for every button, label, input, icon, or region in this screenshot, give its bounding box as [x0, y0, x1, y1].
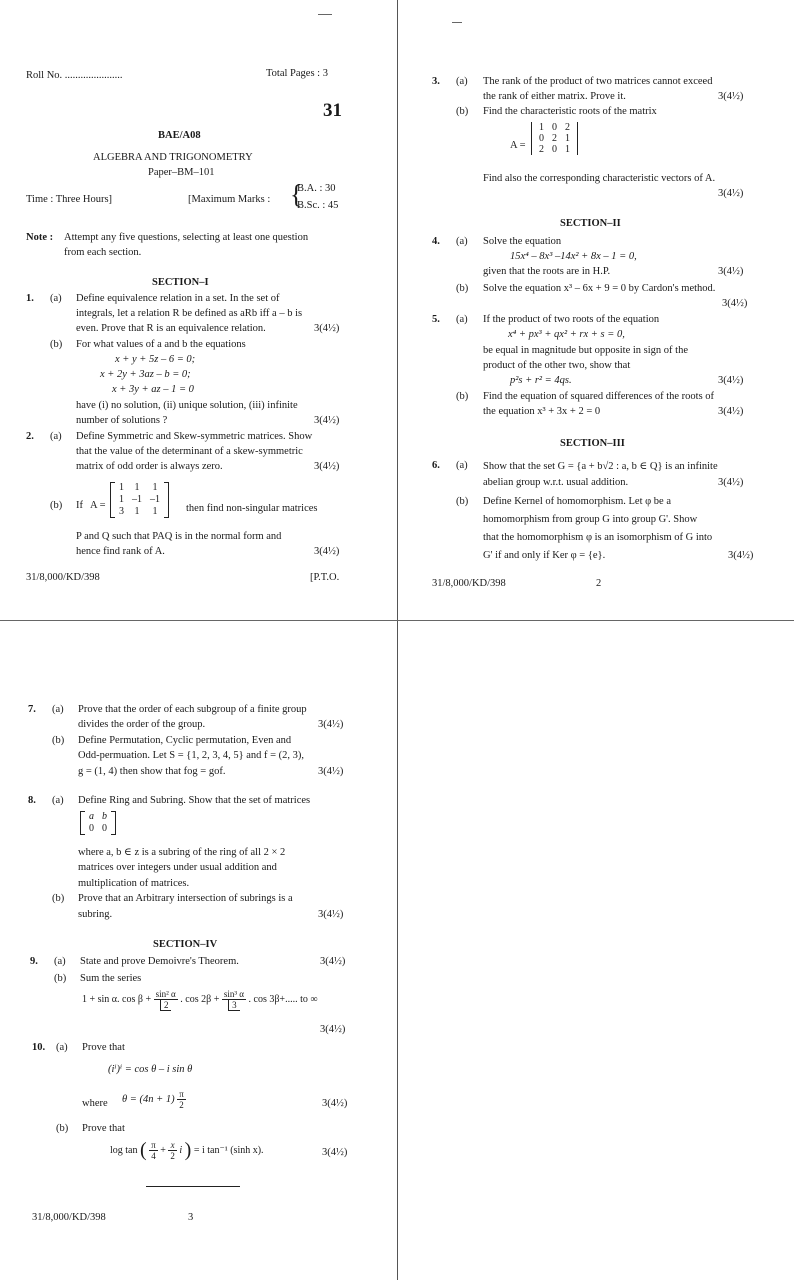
- q5a-equation: x⁴ + px³ + qx² + rx + s = 0,: [508, 329, 625, 340]
- matrix-cell: 0: [539, 133, 544, 144]
- q10a-marks: 3(4½): [322, 1098, 348, 1109]
- fraction-denominator: 4: [151, 1151, 156, 1161]
- page-2: [398, 0, 794, 620]
- q10b-log-equation: [110, 1139, 264, 1162]
- q2a-line-1: Define Symmetric and Skew-symmetric matrices. Show: [76, 431, 313, 442]
- series-fraction-2: [222, 989, 246, 1010]
- q4b-line-1: Solve the equation x³ – 6x + 9 = 0 by Cardon's method.: [483, 283, 716, 294]
- q4-number: 4.: [432, 236, 440, 247]
- q2-number: 2.: [26, 431, 34, 442]
- q1b-eq-3: x + 3y + az – 1 = 0: [112, 384, 194, 395]
- q5a-line-1: If the product of two roots of the equation: [483, 314, 660, 325]
- q5a-marks: 3(4½): [718, 375, 744, 386]
- q5a-line-3: product of the other two, show that: [483, 360, 631, 371]
- q5a-line-2: be equal in magnitude but opposite in sign of the: [483, 345, 689, 356]
- matrix-cell: 1: [119, 482, 124, 493]
- q4a-equation: 15x⁴ – 8x³ –14x² + 8x – 1 = 0,: [510, 251, 637, 262]
- q7b-label: (b): [52, 735, 65, 746]
- q1a-marks: 3(4½): [314, 323, 340, 334]
- q8a-matrix-brackets: [80, 811, 116, 835]
- end-rule: [146, 1186, 240, 1187]
- q10b-line-1: Prove that: [82, 1123, 125, 1134]
- left-paren: (: [140, 1139, 147, 1161]
- q3b-matrix-table: [535, 122, 574, 155]
- log-fraction-1: [149, 1140, 158, 1161]
- q10a-theta: [122, 1089, 186, 1110]
- matrix-cell: 1: [152, 482, 158, 493]
- note-prefix: Note :: [26, 232, 54, 243]
- log-end: = i tan⁻¹ (sinh x).: [193, 1144, 264, 1156]
- q6b-line-2: homomorphism from group G into group G'. Show: [483, 514, 698, 525]
- q6b-marks: 3(4½): [728, 550, 754, 561]
- q2b-label: (b): [50, 500, 63, 511]
- q5b-label: (b): [456, 391, 469, 402]
- brace-icon: {: [290, 180, 303, 209]
- q2b-then: then find non-singular matrices: [186, 503, 318, 514]
- q3b-matrix-row: [535, 133, 574, 144]
- matrix-cell: 1: [134, 506, 140, 517]
- q3b-matrix-row: [535, 144, 574, 155]
- series-mid: . cos 2β +: [180, 993, 220, 1005]
- fraction-numerator: sin² α: [155, 989, 176, 999]
- q2a-line-3: matrix of odd order is always zero.: [76, 461, 223, 472]
- matrix-cell: 1: [152, 506, 158, 517]
- note-line-2: from each section.: [64, 247, 142, 258]
- q3b-matrix-row: [535, 122, 574, 133]
- q10b-label: (b): [56, 1123, 69, 1134]
- q5b-line-1: Find the equation of squared differences of the roots of: [483, 391, 715, 402]
- q8-number: 8.: [28, 795, 36, 806]
- paper-code: BAE/A08: [158, 130, 201, 141]
- q1b-line-3: number of solutions ?: [76, 415, 168, 426]
- q4a-label: (a): [456, 236, 468, 247]
- footer-page-number: 2: [596, 578, 602, 589]
- q4b-marks: 3(4½): [722, 298, 748, 309]
- q6-number: 6.: [432, 460, 440, 471]
- q2b-line-2: P and Q such that PAQ is in the normal form and: [76, 531, 282, 542]
- fraction-numerator: x: [168, 1140, 177, 1151]
- q2b-matrix-brackets: [110, 482, 169, 518]
- section-2-heading: SECTION–II: [560, 218, 621, 229]
- q2b-matrix-table: [115, 482, 164, 518]
- q2b-marks: 3(4½): [314, 546, 340, 557]
- footer-code: 31/8,000/KD/398: [432, 578, 506, 589]
- q9b-label: (b): [54, 973, 67, 984]
- q8a-matrix-row: [85, 823, 111, 835]
- q8a-matrix-row: [85, 811, 111, 823]
- theta-equation: θ = (4n + 1): [122, 1093, 175, 1105]
- q7b-line-2: Odd-permuation. Let S = {1, 2, 3, 4, 5} and f = (2, 3),: [78, 750, 305, 761]
- matrix-cell: 0: [552, 122, 557, 133]
- q8a-matrix-table: [85, 811, 111, 835]
- fraction-denominator: 2: [170, 1151, 175, 1161]
- q8a-line-4: multiplication of matrices.: [78, 878, 190, 889]
- q7a-line-1: Prove that the order of each subgroup of a finite group: [78, 704, 307, 715]
- imaginary-unit: i: [179, 1144, 183, 1156]
- q4a-marks: 3(4½): [718, 266, 744, 277]
- q2b-matrix-row: [115, 494, 164, 506]
- q6b-line-1: Define Kernel of homomorphism. Let φ be a: [483, 496, 672, 507]
- q3b-A: A =: [510, 140, 526, 151]
- bsc-marks: B.Sc. : 45: [297, 200, 339, 211]
- matrix-cell: –1: [150, 494, 160, 505]
- matrix-cell: 1: [565, 133, 570, 144]
- plus-sign: +: [160, 1144, 166, 1156]
- series-fraction-1: [154, 989, 178, 1010]
- q1b-line-1: For what values of a and b the equations: [76, 339, 246, 350]
- q9b-series: [82, 989, 317, 1010]
- q8b-label: (b): [52, 893, 65, 904]
- log-fraction-2: [168, 1140, 177, 1161]
- q6b-label: (b): [456, 496, 469, 507]
- q7b-line-3: g = (1, 4) then show that fog = gof.: [78, 766, 226, 777]
- ba-marks: B.A. : 30: [297, 183, 336, 194]
- q10a-where: where: [82, 1098, 108, 1109]
- q9a-marks: 3(4½): [320, 956, 346, 967]
- section-4-heading: SECTION–IV: [153, 939, 218, 950]
- matrix-cell: 3: [119, 506, 124, 517]
- q8a-label: (a): [52, 795, 64, 806]
- page-3: [0, 621, 397, 1280]
- matrix-cell: 2: [565, 122, 570, 133]
- matrix-cell: b: [102, 811, 107, 822]
- q3b-line-1: Find the characteristic roots of the matrix: [483, 106, 657, 117]
- q6a-marks: 3(4½): [718, 477, 744, 488]
- theta-fraction: [177, 1089, 186, 1110]
- q6b-line-3: that the homomorphism φ is an isomorphism of G into: [483, 532, 713, 543]
- q1b-label: (b): [50, 339, 63, 350]
- q9a-line-1: State and prove Demoivre's Theorem.: [80, 956, 239, 967]
- fraction-denominator: [222, 1000, 246, 1010]
- q5b-marks: 3(4½): [718, 406, 744, 417]
- series-end: . cos 3β+..... to ∞: [248, 993, 318, 1005]
- q1a-line-3: even. Prove that R is an equivalence relation.: [76, 323, 266, 334]
- q6b-line-4: G' if and only if Ker φ = {e}.: [483, 550, 606, 561]
- matrix-cell: 1: [119, 494, 124, 505]
- time-allowed: Time : Three Hours]: [26, 194, 113, 205]
- matrix-cell: 1: [539, 122, 544, 133]
- q8a-line-3: matrices over integers under usual addition and: [78, 862, 277, 873]
- q8b-line-1: Prove that an Arbitrary intersection of subrings is a: [78, 893, 293, 904]
- series-start: 1 + sin α. cos β +: [82, 993, 152, 1005]
- q6a-line-2: abelian group w.r.t. usual addition.: [483, 477, 629, 488]
- q7a-marks: 3(4½): [318, 719, 344, 730]
- fraction-numerator: sin³ α: [223, 989, 245, 999]
- factorial-symbol: 3: [228, 1000, 240, 1011]
- q1b-eq-1: x + y + 5z – 6 = 0;: [115, 354, 196, 365]
- q1b-line-2: have (i) no solution, (ii) unique solution, (iii) infinite: [76, 400, 298, 411]
- footer-page-number: 3: [188, 1212, 194, 1223]
- q9-number: 9.: [30, 956, 38, 967]
- q9b-marks: 3(4½): [320, 1024, 346, 1035]
- matrix-cell: 1: [134, 482, 140, 493]
- q5a-label: (a): [456, 314, 468, 325]
- q3a-marks: 3(4½): [718, 91, 744, 102]
- q10a-label: (a): [56, 1042, 68, 1053]
- page-4-blank: [398, 621, 794, 1280]
- roll-no: Roll No. ......................: [26, 70, 123, 81]
- matrix-cell: 2: [552, 133, 557, 144]
- matrix-cell: 0: [552, 144, 557, 155]
- max-marks-label: [Maximum Marks :: [188, 194, 271, 205]
- q3a-line-2: the rank of either matrix. Prove it.: [483, 91, 626, 102]
- q10b-marks: 3(4½): [322, 1147, 348, 1158]
- page-1: [0, 0, 397, 620]
- q1a-line-1: Define equivalence relation in a set. In the set of: [76, 293, 280, 304]
- q6a-label: (a): [456, 460, 468, 471]
- q3b-line-2: Find also the corresponding characteristic vectors of A.: [483, 173, 716, 184]
- fraction-denominator: [154, 1000, 178, 1010]
- q2b-matrix: [110, 482, 169, 518]
- q5-number: 5.: [432, 314, 440, 325]
- q10a-equation: (iⁱ)ⁱ = cos θ – i sin θ: [108, 1064, 193, 1075]
- q1a-line-2: integrals, let a relation R be defined as aRb iff a – b is: [76, 308, 303, 319]
- fraction-denominator: 2: [179, 1100, 184, 1110]
- total-pages: Total Pages : 3: [266, 68, 328, 79]
- q2b-line-3: hence find rank of A.: [76, 546, 165, 557]
- q1a-label: (a): [50, 293, 62, 304]
- matrix-cell: –1: [132, 494, 142, 505]
- q3-number: 3.: [432, 76, 440, 87]
- q2b-matrix-row: [115, 482, 164, 494]
- q10a-line-1: Prove that: [82, 1042, 125, 1053]
- q3b-label: (b): [456, 106, 469, 117]
- paper-name: Paper–BM–101: [148, 167, 215, 178]
- q2a-line-2: that the value of the determinant of a skew-symmetric: [76, 446, 303, 457]
- q5b-line-2: the equation x³ + 3x + 2 = 0: [483, 406, 601, 417]
- q8a-matrix: [80, 811, 116, 835]
- matrix-cell: 0: [89, 823, 94, 834]
- q10-number: 10.: [32, 1042, 46, 1053]
- q3a-line-1: The rank of the product of two matrices cannot exceed: [483, 76, 713, 87]
- q1b-marks: 3(4½): [314, 415, 340, 426]
- q7-number: 7.: [28, 704, 36, 715]
- footer-code: 31/8,000/KD/398: [26, 572, 100, 583]
- q3b-matrix: [531, 122, 578, 155]
- q4a-line-1: Solve the equation: [483, 236, 562, 247]
- q7a-label: (a): [52, 704, 64, 715]
- q2b-if: If: [76, 500, 83, 511]
- matrix-cell: 0: [102, 823, 107, 834]
- q6a-line-1: Show that the set G = {a + b√2 : a, b ∈ Q} is an infinite: [483, 461, 718, 472]
- q7a-line-2: divides the order of the group.: [78, 719, 206, 730]
- q4b-label: (b): [456, 283, 469, 294]
- q5a-equation-2: p²s + r² = 4qs.: [510, 375, 572, 386]
- log-start: log tan: [110, 1144, 138, 1156]
- q8b-marks: 3(4½): [318, 909, 344, 920]
- q8a-line-1: Define Ring and Subring. Show that the set of matrices: [78, 795, 311, 806]
- subject-title: ALGEBRA AND TRIGONOMETRY: [93, 152, 253, 163]
- fraction-numerator: π: [151, 1140, 156, 1150]
- footer-code: 31/8,000/KD/398: [32, 1212, 106, 1223]
- fraction-numerator: π: [179, 1089, 184, 1099]
- q3b-matrix-bars: [531, 122, 578, 155]
- section-3-heading: SECTION–III: [560, 438, 625, 449]
- matrix-cell: 2: [539, 144, 544, 155]
- factorial-symbol: 2: [160, 1000, 172, 1011]
- q2a-marks: 3(4½): [314, 461, 340, 472]
- q3a-label: (a): [456, 76, 468, 87]
- q8b-line-2: subring.: [78, 909, 113, 920]
- q8a-line-2: where a, b ∈ z is a subring of the ring of all 2 × 2: [78, 847, 286, 858]
- paper-number: 31: [323, 100, 342, 121]
- q9a-label: (a): [54, 956, 66, 967]
- q1-number: 1.: [26, 293, 34, 304]
- q2b-matrix-row: [115, 506, 164, 518]
- q2b-A: A =: [90, 500, 106, 511]
- q2a-label: (a): [50, 431, 62, 442]
- q4a-line-2: given that the roots are in H.P.: [483, 266, 611, 277]
- right-paren: ): [184, 1139, 192, 1161]
- footer-pto: [P.T.O.: [310, 572, 340, 583]
- matrix-cell: 1: [565, 144, 570, 155]
- q9b-line-1: Sum the series: [80, 973, 142, 984]
- matrix-cell: a: [89, 811, 94, 822]
- note-line-1: Attempt any five questions, selecting at least one question: [64, 232, 309, 243]
- q7b-marks: 3(4½): [318, 766, 344, 777]
- q3b-marks: 3(4½): [718, 188, 744, 199]
- section-1-heading: SECTION–I: [152, 277, 209, 288]
- q1b-eq-2: x + 2y + 3az – b = 0;: [100, 369, 191, 380]
- q7b-line-1: Define Permutation, Cyclic permutation, Even and: [78, 735, 292, 746]
